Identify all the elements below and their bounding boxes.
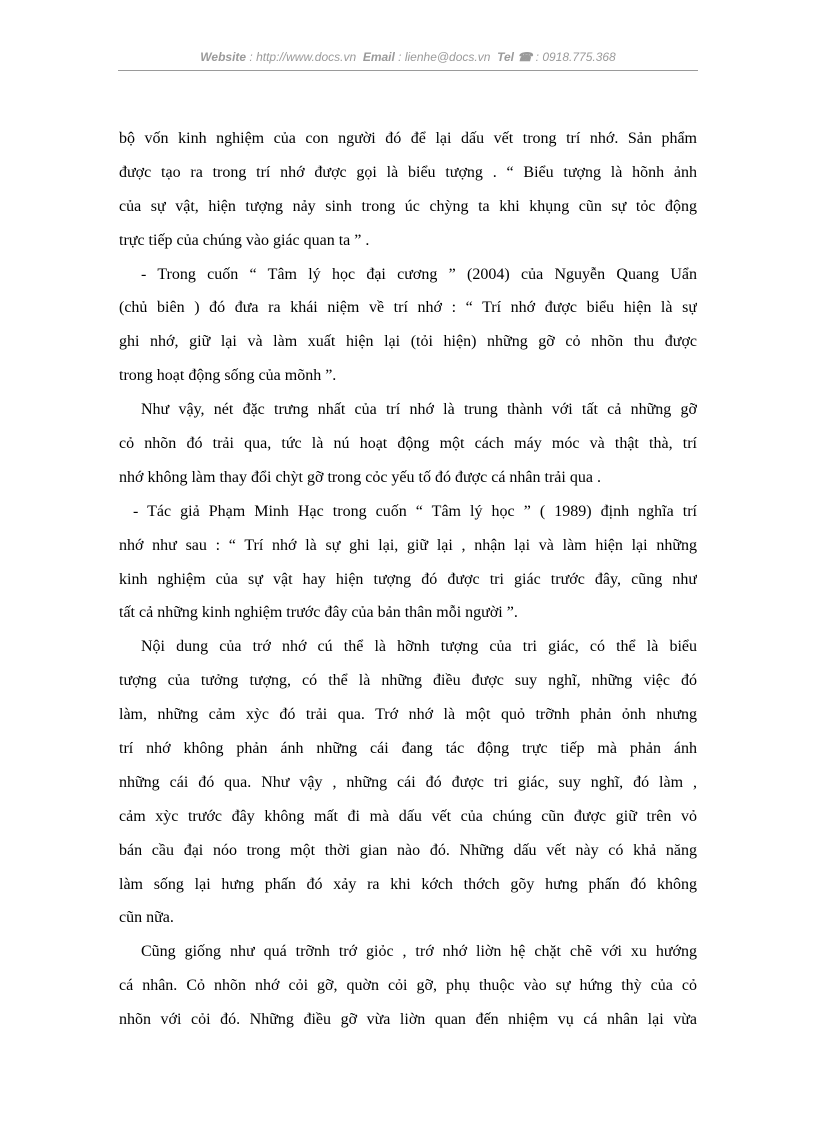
website-label: Website [200,50,247,64]
text-line: kinh nghiệm của sự vật hay hiện tượng đó được tri giác trước đây, cũng như [119,570,697,588]
text-line: tất cả những kinh nghiệm trước đây của bản thân mỗi người ”. [119,604,518,622]
page-header: Website : http://www.docs.vn Email : lienhe@docs.vn Tel ☎ : 0918.775.368 [200,50,616,64]
text-line: tượng của tưởng tượng, có thể là những điều được suy nghĩ, những việc đó [119,672,697,690]
text-line: trong hoạt động sống của mõnh ”. [119,367,337,385]
text-line: nhõn với cỏi đó. Những điều gỡ vừa liờn quan đến nhiệm vụ cá nhân lại vừa [119,1011,697,1029]
email-label: Email [362,50,395,64]
tel-value: 0918.775.368 [542,50,616,64]
website-value: http://www.docs.vn [256,50,357,64]
text-line: cá nhân. Cỏ nhõn nhớ cỏi gỡ, quờn cỏi gỡ, phụ thuộc vào sự hứng thỳ của cỏ [119,977,697,995]
text-line: cỏ nhõn đó trải qua, tức là nú hoạt động một cách máy móc và thật thà, trí [119,435,697,453]
text-line: được tạo ra trong trí nhớ được gọi là biểu tượng . “ Biểu tượng là hõnh ảnh [119,163,697,181]
text-line: cảm xỳc trước đây không mất đi mà dấu vết của chúng cũn được giữ trên vỏ [119,807,697,825]
text-line: trí nhớ không phản ánh những cái đang tác động trực tiếp mà phản ánh [119,740,697,758]
text-line: ghi nhớ, giữ lại và làm xuất hiện lại (tỏi hiện) những gỡ cỏ nhõn thu được [119,333,697,351]
email-value: lienhe@docs.vn [404,50,491,64]
text-line: bộ vốn kinh nghiệm của con người đó để lại dấu vết trong trí nhớ. Sản phẩm [119,130,697,147]
text-line: cũn nữa. [119,909,174,927]
phone-icon: ☎ [517,50,533,64]
text-line: Nội dung của trớ nhớ cú thể là hỡnh tượng của tri giác, có thể là biểu [141,638,697,656]
text-line: Như vậy, nét đặc trưng nhất của trí nhớ là trung thành với tất cả những gỡ [141,401,697,419]
text-line: nhớ không làm thay đổi chỳt gỡ trong cỏc yếu tố đó được cá nhân trải qua . [119,468,601,486]
text-line: bán cầu đại nóo trong một thời gian nào đó. Những dấu vết này có khả năng [119,841,697,859]
tel-label: Tel [497,50,514,64]
text-line: - Trong cuốn “ Tâm lý học đại cương ” (2004) của Nguyễn Quang Uẩn [141,265,697,283]
header-divider [118,70,698,71]
text-line: - Tác giả Phạm Minh Hạc trong cuốn “ Tâm lý học ” ( 1989) định nghĩa trí [133,502,697,520]
text-line: làm sống lại hưng phấn đó xảy ra khi kớch thớch gõy hưng phấn đó không [119,875,697,893]
text-line: Cũng giống như quá trỡnh trớ giỏc , trớ nhớ liờn hệ chặt chẽ với xu hướng [141,943,697,961]
text-line: những cái đó qua. Như vậy , những cái đó được tri giác, suy nghĩ, đó làm , [119,773,697,791]
text-line: trực tiếp của chúng vào giác quan ta ” . [119,231,370,249]
text-line: của sự vật, hiện tượng nảy sinh trong úc chỳng ta khi khụng cũn sự tỏc động [119,197,697,215]
body-text [119,122,697,1037]
text-line: làm, những cảm xỳc đó trải qua. Trớ nhớ là một quỏ trỡnh phản ỏnh nhưng [119,706,697,724]
text-line: nhớ như sau : “ Trí nhớ là sự ghi lại, giữ lại , nhận lại và làm hiện lại những [119,536,697,554]
text-line: (chủ biên ) đó đưa ra khái niệm về trí nhớ : “ Trí nhớ được biểu hiện là sự [119,299,697,317]
